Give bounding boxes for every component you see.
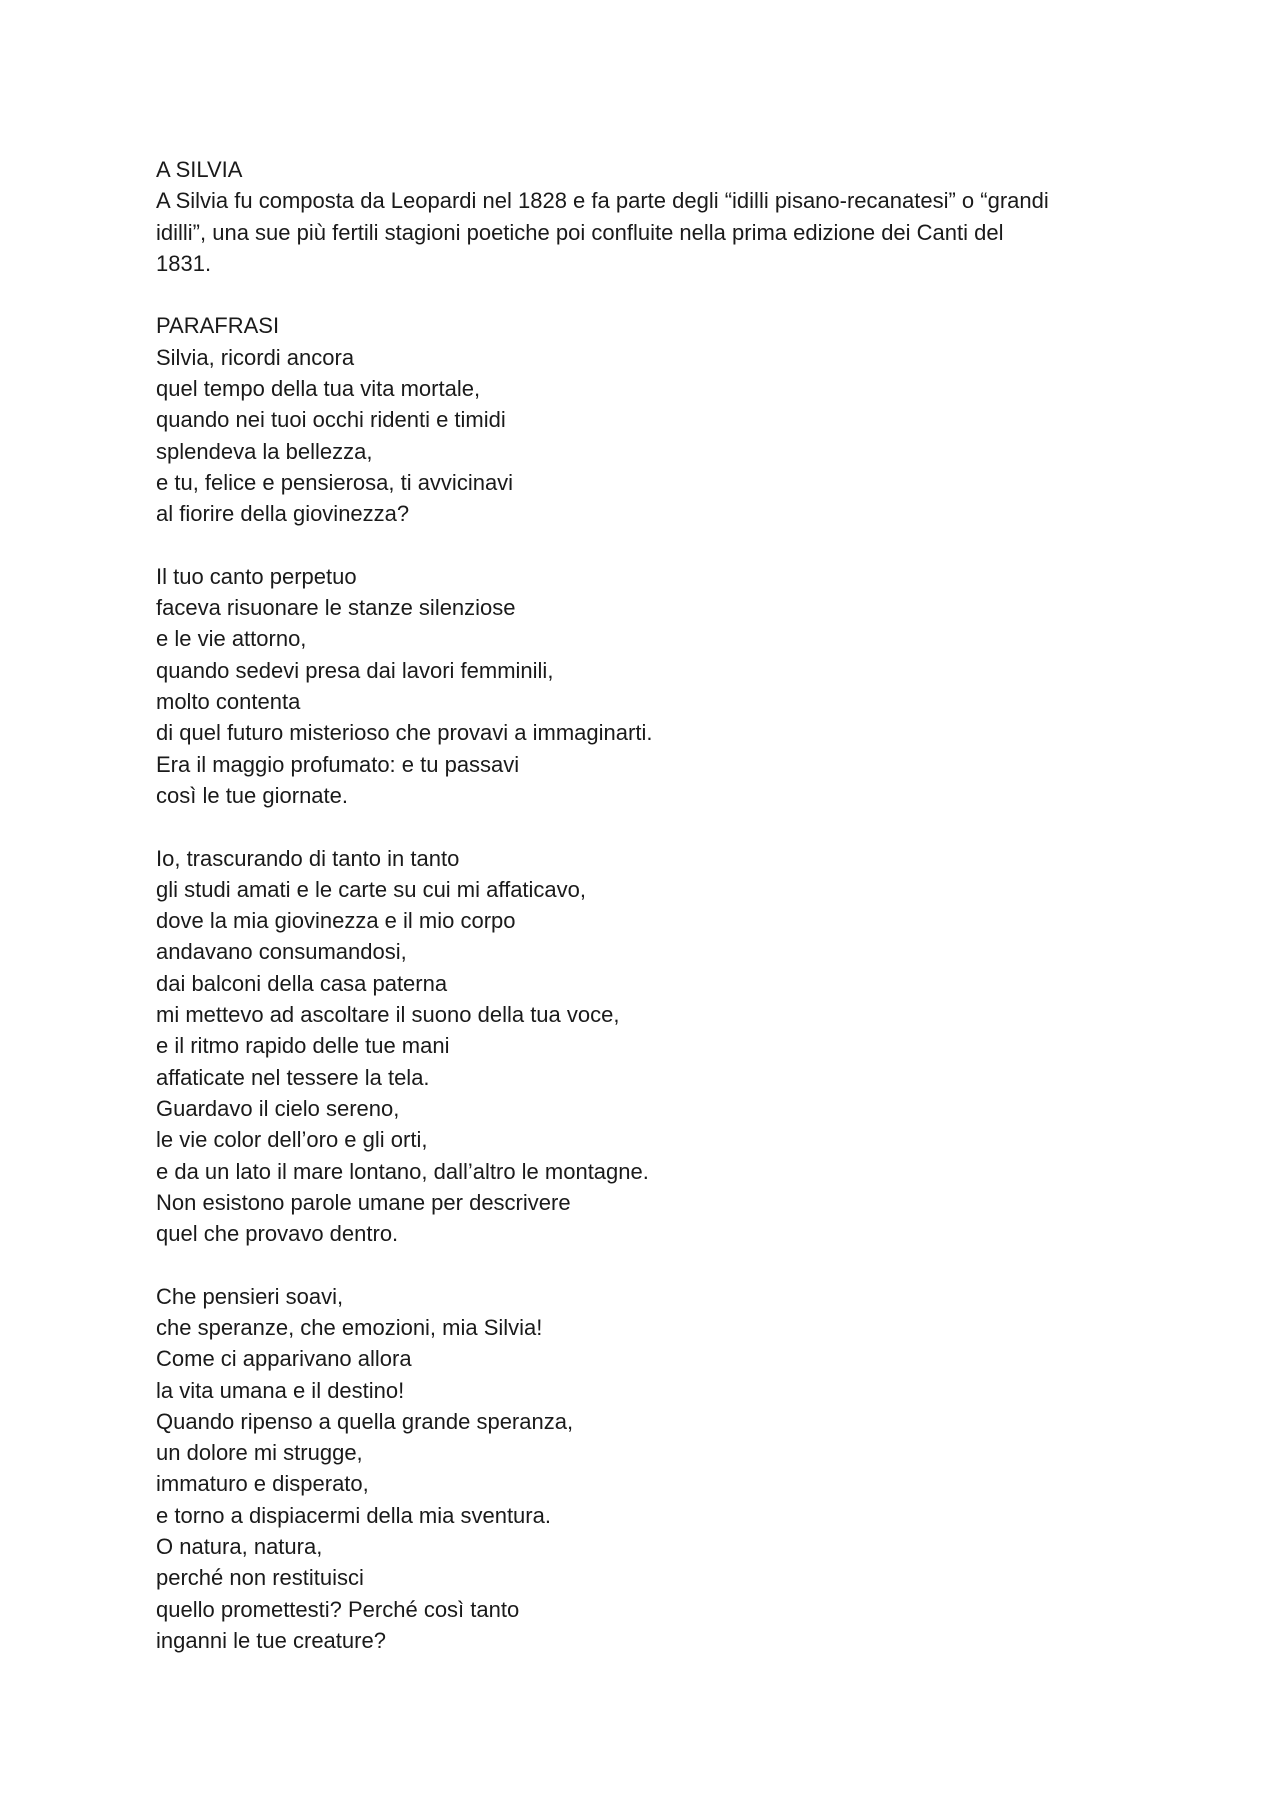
verse-line: dai balconi della casa paterna: [156, 970, 448, 996]
verse-line: affaticate nel tessere la tela.: [156, 1064, 430, 1090]
stanza: [156, 342, 1136, 530]
verse-line: di quel futuro misterioso che provavi a immaginarti.: [156, 720, 653, 746]
intro-line: A Silvia fu composta da Leopardi nel 1828 e fa parte degli “idilli pisano-recanatesi” o “grandi: [156, 188, 1049, 214]
verse-line: e tu, felice e pensierosa, ti avvicinavi: [156, 469, 514, 495]
verse-line: Che pensieri soavi,: [156, 1283, 344, 1309]
verse-line: e le vie attorno,: [156, 626, 307, 652]
verse-line: le vie color dell’oro e gli orti,: [156, 1127, 428, 1153]
intro-paragraph: [156, 185, 1136, 279]
stanza: [156, 1281, 1136, 1657]
paragraph-spacer: [156, 279, 1136, 310]
intro-line: idilli”, una sue più fertili stagioni poetiche poi confluite nella prima edizione dei Canti del: [156, 219, 1004, 245]
verse-line: e torno a dispiacermi della mia sventura.: [156, 1502, 551, 1528]
verse-line: Quando ripenso a quella grande speranza,: [156, 1408, 574, 1434]
verse-line: quel tempo della tua vita mortale,: [156, 376, 481, 402]
verse-line: quando sedevi presa dai lavori femminili,: [156, 657, 554, 683]
stanza-spacer: [156, 1249, 1136, 1280]
section-heading: PARAFRASI: [156, 313, 280, 339]
stanza-spacer: [156, 530, 1136, 561]
paraphrase-body: [156, 342, 1136, 1656]
verse-line: e il ritmo rapido delle tue mani: [156, 1033, 450, 1059]
stanza: [156, 561, 1136, 811]
verse-line: inganni le tue creature?: [156, 1627, 386, 1653]
verse-line: e da un lato il mare lontano, dall’altro le montagne.: [156, 1158, 649, 1184]
document-page: [156, 154, 1136, 1656]
verse-line: un dolore mi strugge,: [156, 1440, 363, 1466]
verse-line: Silvia, ricordi ancora: [156, 344, 355, 370]
verse-line: andavano consumandosi,: [156, 939, 407, 965]
verse-line: gli studi amati e le carte su cui mi affaticavo,: [156, 876, 587, 902]
verse-line: al fiorire della giovinezza?: [156, 501, 410, 527]
verse-line: Era il maggio profumato: e tu passavi: [156, 751, 520, 777]
verse-line: Io, trascurando di tanto in tanto: [156, 845, 460, 871]
verse-line: O natura, natura,: [156, 1534, 323, 1560]
verse-line: splendeva la bellezza,: [156, 438, 373, 464]
intro-line: 1831.: [156, 250, 212, 276]
verse-line: molto contenta: [156, 689, 301, 715]
verse-line: Il tuo canto perpetuo: [156, 563, 357, 589]
verse-line: faceva risuonare le stanze silenziose: [156, 595, 516, 621]
verse-line: mi mettevo ad ascoltare il suono della tua voce,: [156, 1002, 620, 1028]
verse-line: che speranze, che emozioni, mia Silvia!: [156, 1314, 543, 1340]
verse-line: Guardavo il cielo sereno,: [156, 1095, 400, 1121]
verse-line: dove la mia giovinezza e il mio corpo: [156, 908, 516, 934]
verse-line: quando nei tuoi occhi ridenti e timidi: [156, 407, 506, 433]
verse-line: quel che provavo dentro.: [156, 1221, 399, 1247]
verse-line: quello promettesti? Perché così tanto: [156, 1596, 520, 1622]
stanza-spacer: [156, 811, 1136, 842]
verse-line: perché non restituisci: [156, 1565, 364, 1591]
verse-line: la vita umana e il destino!: [156, 1377, 405, 1403]
verse-line: Non esistono parole umane per descrivere: [156, 1189, 571, 1215]
verse-line: Come ci apparivano allora: [156, 1346, 412, 1372]
document-title: A SILVIA: [156, 157, 243, 182]
verse-line: così le tue giornate.: [156, 782, 349, 808]
stanza: [156, 843, 1136, 1250]
verse-line: immaturo e disperato,: [156, 1471, 369, 1497]
